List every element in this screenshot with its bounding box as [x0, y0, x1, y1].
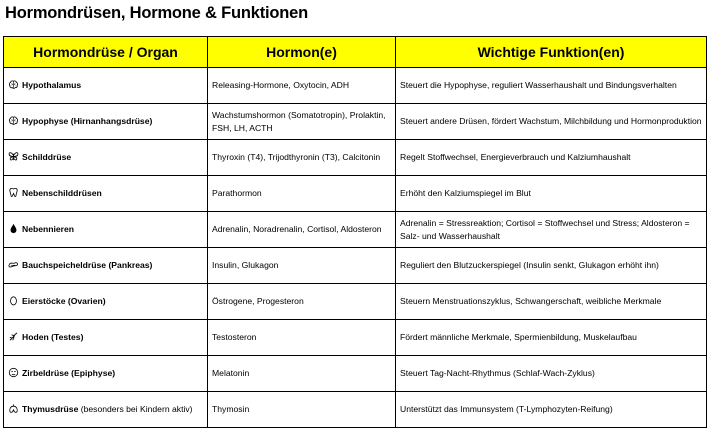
table-row [4, 392, 707, 428]
thymus-icon [8, 403, 19, 414]
function-cell: Steuert andere Drüsen, fördert Wachstum, Milchbildung und Hormonproduktion [396, 104, 707, 140]
organ-cell [4, 104, 208, 140]
page-title: Hormondrüsen, Hormone & Funktionen [5, 4, 309, 22]
function-cell: Steuert die Hypophyse, reguliert Wasserhaushalt und Bindungsverhalten [396, 68, 707, 104]
organ-cell [4, 320, 208, 356]
hormones-cell: Wachstumshormon (Somatotropin), Prolaktin, FSH, LH, ACTH [208, 104, 396, 140]
hormones-cell: Melatonin [208, 356, 396, 392]
hormones-cell: Adrenalin, Noradrenalin, Cortisol, Aldosteron [208, 212, 396, 248]
organ-name: Nebenschilddrüsen [22, 188, 102, 198]
organ-cell [4, 68, 208, 104]
organ-cell [4, 284, 208, 320]
hormones-cell: Thyroxin (T4), Trijodthyronin (T3), Calcitonin [208, 140, 396, 176]
function-cell: Fördert männliche Merkmale, Spermienbildung, Muskelaufbau [396, 320, 707, 356]
organ-cell [4, 248, 208, 284]
header-function: Wichtige Funktion(en) [396, 37, 707, 68]
table-row [4, 176, 707, 212]
table-row [4, 248, 707, 284]
organ-name: Eierstöcke (Ovarien) [22, 296, 106, 306]
hormones-cell: Testosteron [208, 320, 396, 356]
table-header-row [4, 37, 707, 68]
header-organ: Hormondrüse / Organ [4, 37, 208, 68]
function-cell: Steuert Tag-Nacht-Rhythmus (Schlaf-Wach-Zyklus) [396, 356, 707, 392]
moon-face-icon [8, 367, 19, 378]
organ-name: Nebennieren [22, 224, 75, 234]
hormones-cell: Östrogene, Progesteron [208, 284, 396, 320]
hormones-cell: Thymosin [208, 392, 396, 428]
table-row [4, 320, 707, 356]
hormones-cell: Releasing-Hormone, Oxytocin, ADH [208, 68, 396, 104]
organ-cell [4, 176, 208, 212]
header-hormones: Hormon(e) [208, 37, 396, 68]
table-row [4, 68, 707, 104]
table-row [4, 284, 707, 320]
organ-name: Hypophyse (Hirnanhangsdrüse) [22, 116, 153, 126]
function-cell: Steuern Menstruationszyklus, Schwangerschaft, weibliche Merkmale [396, 284, 707, 320]
organ-cell [4, 212, 208, 248]
function-cell: Adrenalin = Stressreaktion; Cortisol = Stoffwechsel und Stress; Aldosteron = Salz- und Wasserhaushalt [396, 212, 707, 248]
ovary-icon [8, 295, 19, 306]
dna-icon [8, 331, 19, 342]
hormones-cell: Insulin, Glukagon [208, 248, 396, 284]
pancreas-icon [8, 259, 19, 270]
drop-icon [8, 223, 19, 234]
organ-cell [4, 392, 208, 428]
table-row [4, 104, 707, 140]
brain-icon [8, 115, 19, 126]
table-row [4, 356, 707, 392]
hormone-table [3, 36, 707, 428]
organ-name: Thymusdrüse [22, 404, 79, 414]
organ-name: Zirbeldrüse (Epiphyse) [22, 368, 116, 378]
tooth-icon [8, 187, 19, 198]
organ-name: Bauchspeicheldrüse (Pankreas) [22, 260, 153, 270]
function-cell: Unterstützt das Immunsystem (T-Lymphozyten-Reifung) [396, 392, 707, 428]
table-row [4, 140, 707, 176]
function-cell: Reguliert den Blutzuckerspiegel (Insulin senkt, Glukagon erhöht ihn) [396, 248, 707, 284]
function-cell: Regelt Stoffwechsel, Energieverbrauch und Kalziumhaushalt [396, 140, 707, 176]
organ-name: Hoden (Testes) [22, 332, 84, 342]
organ-name: Hypothalamus [22, 80, 82, 90]
brain-icon [8, 79, 19, 90]
organ-cell [4, 356, 208, 392]
table-row [4, 212, 707, 248]
organ-name: Schilddrüse [22, 152, 72, 162]
organ-cell [4, 140, 208, 176]
hormones-cell: Parathormon [208, 176, 396, 212]
function-cell: Erhöht den Kalziumspiegel im Blut [396, 176, 707, 212]
butterfly-icon [8, 151, 19, 162]
organ-note: (besonders bei Kindern aktiv) [78, 404, 193, 414]
